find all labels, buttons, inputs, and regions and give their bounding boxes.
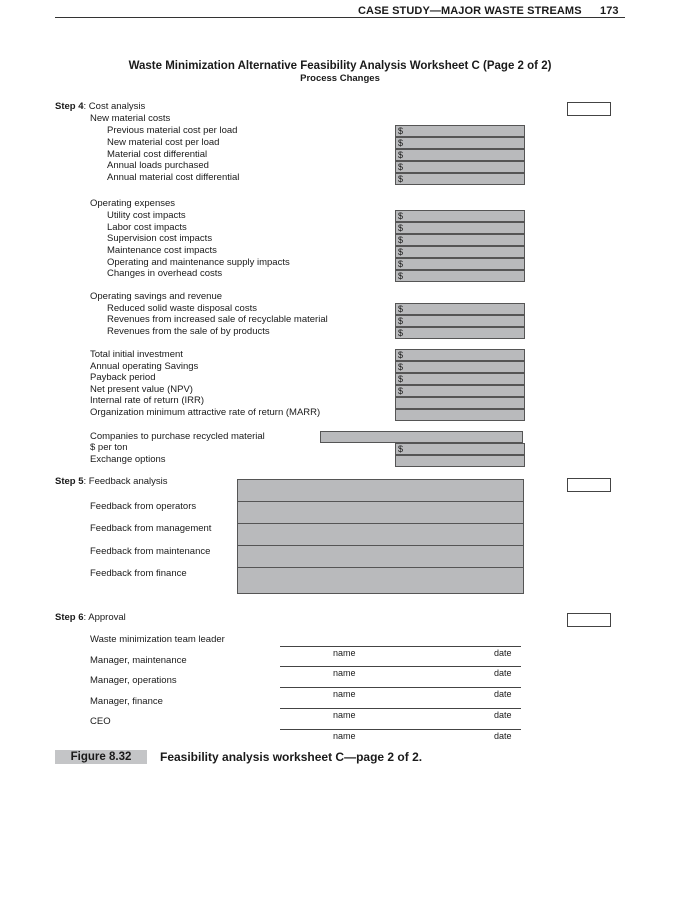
step6-title: : Approval xyxy=(83,612,126,623)
signature-name-label: name xyxy=(333,710,356,720)
totals-field[interactable]: $ xyxy=(395,361,525,373)
signature-date-label: date xyxy=(494,689,512,699)
savings-item-label: Revenues from the sale of by products xyxy=(107,326,270,337)
feedback-cell[interactable] xyxy=(238,480,523,502)
approver-label: Waste minimization team leader xyxy=(90,634,225,645)
feedback-label: Feedback from finance xyxy=(90,568,187,579)
running-head: CASE STUDY—MAJOR WASTE STREAMS xyxy=(358,5,582,17)
totals-label: Total initial investment xyxy=(90,349,183,360)
totals-label: Payback period xyxy=(90,372,156,383)
feedback-label: Feedback from maintenance xyxy=(90,546,211,557)
figure-caption: Feasibility analysis worksheet C—page 2 of 2. xyxy=(160,750,423,764)
worksheet-title: Waste Minimization Alternative Feasibility Analysis Worksheet C (Page 2 of 2) xyxy=(128,60,552,72)
step5-label: Step 5 xyxy=(55,476,84,487)
operating-item-label: Labor cost impacts xyxy=(107,222,187,233)
step6-heading xyxy=(55,612,126,623)
material-cost-field[interactable]: $ xyxy=(395,149,525,161)
totals-label: Organization minimum attractive rate of return (MARR) xyxy=(90,407,321,418)
step4-score-box[interactable] xyxy=(567,102,611,116)
marr-field[interactable] xyxy=(395,409,525,421)
step6-score-box[interactable] xyxy=(567,613,611,627)
savings-field[interactable]: $ xyxy=(395,327,525,339)
signature-name-label: name xyxy=(333,731,356,741)
signature-line[interactable] xyxy=(280,729,521,730)
signature-date-label: date xyxy=(494,668,512,678)
operating-cost-field[interactable]: $ xyxy=(395,222,525,234)
recycle-label: $ per ton xyxy=(90,442,128,453)
feedback-cell[interactable] xyxy=(238,524,523,546)
feedback-label: Feedback from operators xyxy=(90,501,197,512)
operating-cost-field[interactable]: $ xyxy=(395,246,525,258)
step5-heading xyxy=(55,476,167,487)
step4-label: Step 4 xyxy=(55,101,84,112)
feedback-grid xyxy=(237,479,524,594)
signature-name-label: name xyxy=(333,689,356,699)
signature-name-label: name xyxy=(333,648,356,658)
signature-date-label: date xyxy=(494,731,512,741)
savings-item-label: Revenues from increased sale of recyclable material xyxy=(107,314,328,325)
totals-label: Annual operating Savings xyxy=(90,361,199,372)
signature-date-label: date xyxy=(494,710,512,720)
approver-label: Manager, maintenance xyxy=(90,655,187,666)
totals-field[interactable]: $ xyxy=(395,349,525,361)
signature-line[interactable] xyxy=(280,646,521,647)
approver-label: Manager, finance xyxy=(90,696,163,707)
operating-item-label: Changes in overhead costs xyxy=(107,268,223,279)
irr-field[interactable] xyxy=(395,397,525,409)
operating-cost-field[interactable]: $ xyxy=(395,234,525,246)
material-cost-field[interactable]: $ xyxy=(395,125,525,137)
step6-label: Step 6 xyxy=(55,612,84,623)
operating-item-label: Maintenance cost impacts xyxy=(107,245,217,256)
signature-line[interactable] xyxy=(280,687,521,688)
page-number: 173 xyxy=(600,5,619,17)
material-item-label: Material cost differential xyxy=(107,149,208,160)
operating-expenses-heading: Operating expenses xyxy=(90,198,176,209)
totals-field[interactable]: $ xyxy=(395,385,525,397)
material-cost-field[interactable]: $ xyxy=(395,173,525,185)
savings-heading: Operating savings and revenue xyxy=(90,291,223,302)
worksheet-subtitle: Process Changes xyxy=(300,73,380,84)
savings-field[interactable]: $ xyxy=(395,315,525,327)
recycle-label: Exchange options xyxy=(90,454,166,465)
exchange-options-field[interactable] xyxy=(395,455,525,467)
material-costs-heading: New material costs xyxy=(90,113,171,124)
savings-field[interactable]: $ xyxy=(395,303,525,315)
savings-item-label: Reduced solid waste disposal costs xyxy=(107,303,257,314)
operating-cost-field[interactable]: $ xyxy=(395,258,525,270)
step5-score-box[interactable] xyxy=(567,478,611,492)
step5-title: : Feedback analysis xyxy=(83,476,168,487)
operating-cost-field[interactable]: $ xyxy=(395,210,525,222)
operating-item-label: Utility cost impacts xyxy=(107,210,186,221)
feedback-cell[interactable] xyxy=(238,502,523,524)
material-cost-field[interactable]: $ xyxy=(395,137,525,149)
header-rule xyxy=(55,17,625,18)
signature-date-label: date xyxy=(494,648,512,658)
approver-label: Manager, operations xyxy=(90,675,177,686)
material-item-label: Previous material cost per load xyxy=(107,125,238,136)
recycle-companies-field[interactable] xyxy=(320,431,523,443)
operating-item-label: Supervision cost impacts xyxy=(107,233,213,244)
material-item-label: Annual material cost differential xyxy=(107,172,240,183)
signature-name-label: name xyxy=(333,668,356,678)
step4-title: : Cost analysis xyxy=(83,101,146,112)
signature-line[interactable] xyxy=(280,666,521,667)
material-item-label: New material cost per load xyxy=(107,137,220,148)
material-cost-field[interactable]: $ xyxy=(395,161,525,173)
figure-tag: Figure 8.32 xyxy=(55,750,147,764)
signature-line[interactable] xyxy=(280,708,521,709)
totals-label: Internal rate of return (IRR) xyxy=(90,395,205,406)
step4-heading xyxy=(55,101,145,112)
feedback-cell[interactable] xyxy=(238,546,523,568)
material-item-label: Annual loads purchased xyxy=(107,160,209,171)
recycle-label: Companies to purchase recycled material xyxy=(90,431,265,442)
operating-cost-field[interactable]: $ xyxy=(395,270,525,282)
totals-field[interactable]: $ xyxy=(395,373,525,385)
approver-label: CEO xyxy=(90,716,111,727)
price-per-ton-field[interactable]: $ xyxy=(395,443,525,455)
totals-label: Net present value (NPV) xyxy=(90,384,193,395)
feedback-label: Feedback from management xyxy=(90,523,212,534)
feedback-cell[interactable] xyxy=(238,568,523,590)
operating-item-label: Operating and maintenance supply impacts xyxy=(107,257,290,268)
